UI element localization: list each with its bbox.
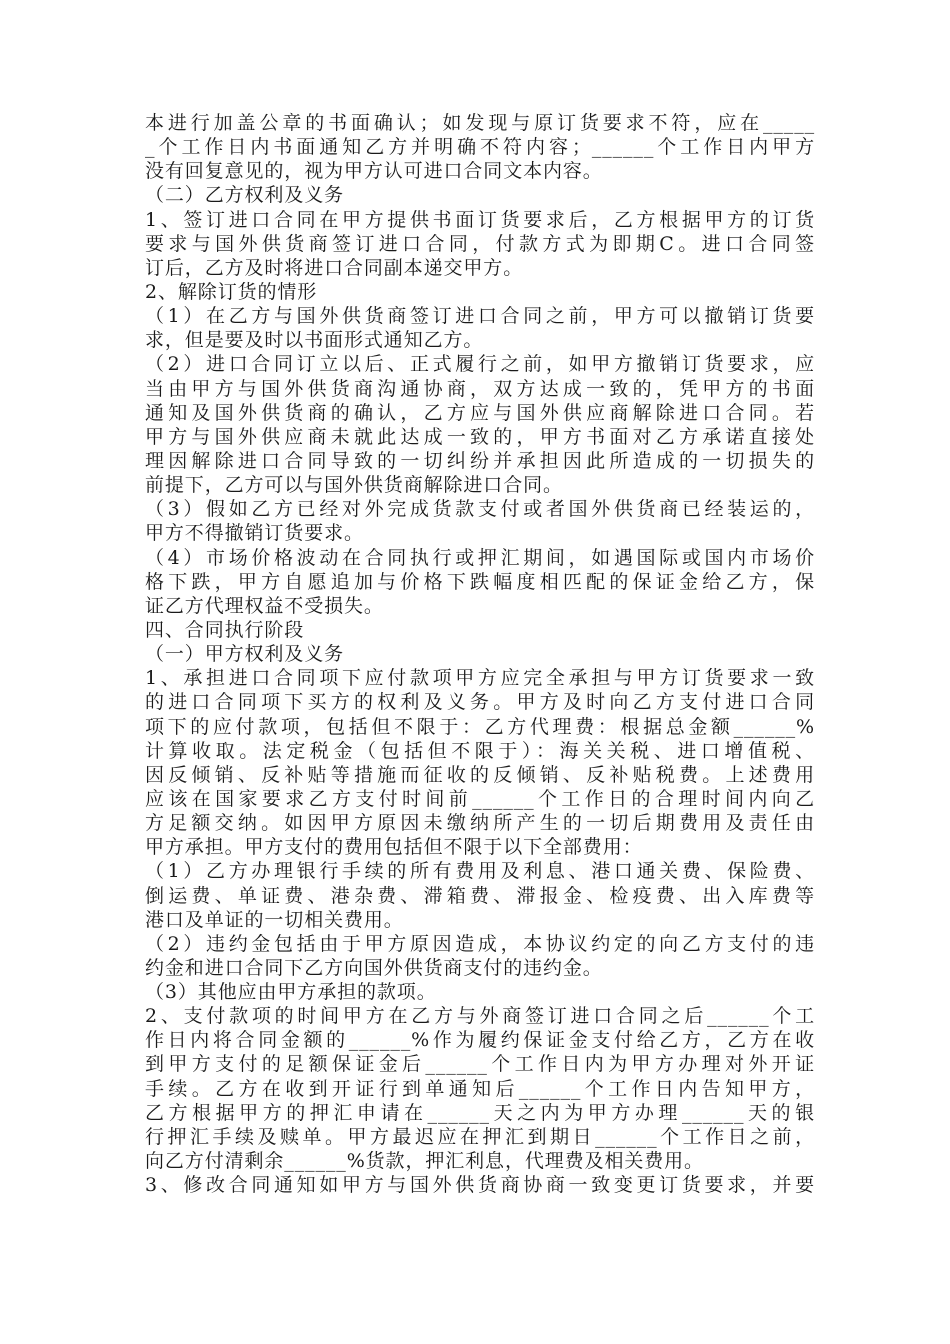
text-line: 方足额交纳。如因甲方原因未缴纳所产生的一切后期费用及责任由 <box>145 812 815 835</box>
text-line: （2）违约金包括由于甲方原因造成，本协议约定的向乙方支付的违 <box>145 932 815 955</box>
text-line: 没有回复意见的，视为甲方认可进口合同文本内容。 <box>145 160 603 183</box>
text-line: 因反倾销、反补贴等措施而征收的反倾销、反补贴税费。上述费用 <box>145 763 815 786</box>
text-line: 本进行加盖公章的书面确认；如发现与原订货要求不符，应在_____ <box>145 112 815 134</box>
text-line: 计算收取。法定税金（包括但不限于）：海关关税、进口增值税、 <box>145 739 815 762</box>
text-line: 3、修改合同通知如甲方与国外供货商协商一致变更订货要求，并要 <box>145 1174 815 1197</box>
text-line: 甲方与国外供应商未就此达成一致的，甲方书面对乙方承诺直接处 <box>145 425 815 448</box>
text-line: 作日内将合同金额的______%作为履约保证金支付给乙方，乙方在收 <box>145 1029 815 1052</box>
text-line: 订后，乙方及时将进口合同副本递交甲方。 <box>145 256 524 279</box>
text-line: 乙方根据甲方的押汇申请在______天之内为甲方办理______天的银 <box>145 1101 815 1124</box>
text-line: 约金和进口合同下乙方向国外供货商支付的违约金。 <box>145 956 603 979</box>
text-line: （1）在乙方与国外供货商签订进口合同之前，甲方可以撤销订货要 <box>145 305 815 328</box>
text-line: （3）其他应由甲方承担的款项。 <box>145 981 437 1004</box>
text-line: （2）进口合同订立以后、正式履行之前，如甲方撤销订货要求，应 <box>145 353 815 376</box>
text-line: 的进口合同项下买方的权利及义务。甲方及时向乙方支付进口合同 <box>145 691 815 714</box>
text-line: 要求与国外供货商签订进口合同，付款方式为即期C。进口合同签 <box>145 232 815 255</box>
text-line: 手续。乙方在收到开证行到单通知后______个工作日内告知甲方， <box>145 1077 815 1100</box>
text-line: 2、解除订货的情形 <box>145 280 318 303</box>
text-line: 项下的应付款项，包括但不限于：乙方代理费：根据总金额______% <box>145 715 815 738</box>
document-page <box>145 111 815 1197</box>
text-line: 应该在国家要求乙方支付时间前______个工作日的合理时间内向乙 <box>145 787 815 810</box>
text-line: 当由甲方与国外供货商沟通协商，双方达成一致的，凭甲方的书面 <box>145 377 815 400</box>
text-line: 港口及单证的一切相关费用。 <box>145 908 404 931</box>
text-line: _个工作日内书面通知乙方并明确不符内容；______个工作日内甲方 <box>145 136 815 159</box>
text-line: 格下跌，甲方自愿追加与价格下跌幅度相匹配的保证金给乙方，保 <box>145 570 815 593</box>
text-line: 倒运费、单证费、港杂费、滞箱费、滞报金、检疫费、出入库费等 <box>145 884 815 907</box>
text-line: 甲方承担。甲方支付的费用包括但不限于以下全部费用： <box>145 836 643 859</box>
text-line: 1、承担进口合同项下应付款项甲方应完全承担与甲方订货要求一致 <box>145 667 815 690</box>
text-line: 理因解除进口合同导致的一切纠纷并承担因此所造成的一切损失的 <box>145 449 815 472</box>
text-line: 向乙方付清剩余______%货款，押汇利息，代理费及相关费用。 <box>145 1150 704 1173</box>
text-line: （一）甲方权利及义务 <box>145 643 345 666</box>
text-line: （1）乙方办理银行手续的所有费用及利息、港口通关费、保险费、 <box>145 860 815 883</box>
text-line: 证乙方代理权益不受损失。 <box>145 594 384 617</box>
text-line: 四、合同执行阶段 <box>145 618 305 641</box>
text-line: （3）假如乙方已经对外完成货款支付或者国外供货商已经装运的， <box>145 498 815 521</box>
text-line: 前提下，乙方可以与国外供货商解除进口合同。 <box>145 474 563 497</box>
text-line: 甲方不得撤销订货要求。 <box>145 522 364 545</box>
text-line: 行押汇手续及赎单。甲方最迟应在押汇到期日______个工作日之前， <box>145 1125 815 1148</box>
text-line: 2、支付款项的时间甲方在乙方与外商签订进口合同之后______个工 <box>145 1005 815 1028</box>
text-line: 通知及国外供货商的确认，乙方应与国外供应商解除进口合同。若 <box>145 401 815 424</box>
text-line: 到甲方支付的足额保证金后______个工作日内为甲方办理对外开证 <box>145 1053 815 1076</box>
text-line: 求，但是要及时以书面形式通知乙方。 <box>145 329 484 352</box>
text-line: （二）乙方权利及义务 <box>145 184 345 207</box>
text-line: 1、签订进口合同在甲方提供书面订货要求后，乙方根据甲方的订货 <box>145 208 815 231</box>
text-line: （4）市场价格波动在合同执行或押汇期间，如遇国际或国内市场价 <box>145 546 815 569</box>
